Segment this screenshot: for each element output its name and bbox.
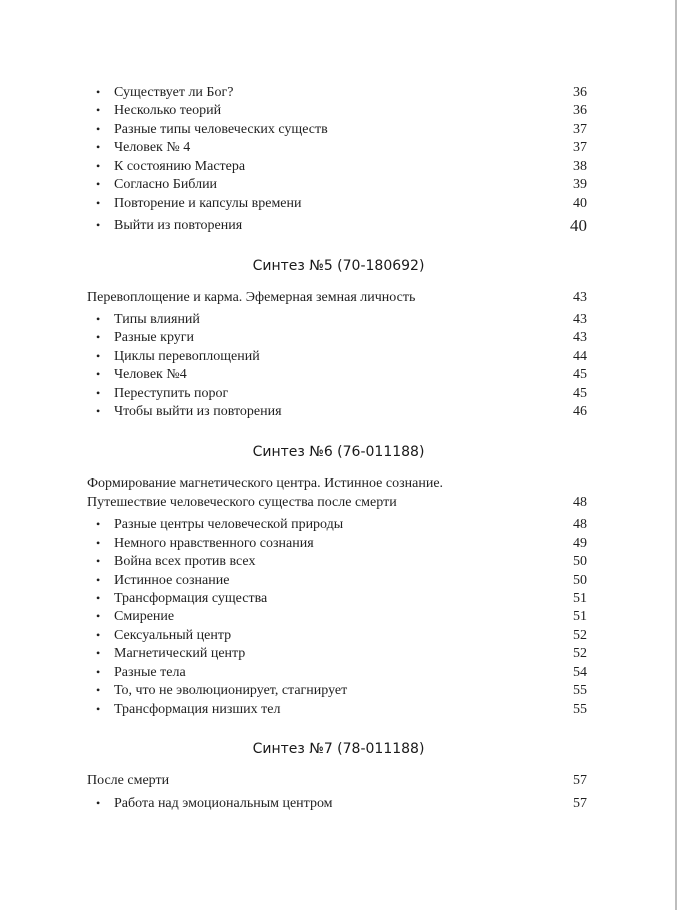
toc-item-page: 37: [573, 140, 587, 155]
toc-item-label: Трансформация существа: [114, 591, 268, 606]
toc-item[interactable]: [0, 589, 677, 608]
toc-item-label: Существует ли Бог?: [114, 85, 234, 100]
toc-item[interactable]: [0, 175, 677, 194]
toc-item[interactable]: [0, 402, 677, 421]
toc-item-label: Немного нравственного сознания: [114, 536, 314, 551]
toc-item-label: Война всех против всех: [114, 554, 256, 569]
toc-item-page: 40: [570, 216, 587, 235]
toc-item[interactable]: [0, 384, 677, 403]
toc-item-page: 43: [573, 330, 587, 345]
toc-item[interactable]: [0, 83, 677, 102]
toc-intro-page: 57: [573, 773, 587, 788]
section-heading: Синтез №7 (78-011188): [252, 741, 425, 757]
toc-item-page: 55: [573, 683, 587, 698]
bullet-icon: •: [96, 177, 101, 191]
toc-item-page: 57: [573, 796, 587, 811]
toc-item[interactable]: [0, 626, 677, 645]
toc-item-page: 36: [573, 85, 587, 100]
toc-item-label: Сексуальный центр: [114, 628, 232, 643]
toc-item-label: Смирение: [114, 609, 175, 624]
toc-item-label: То, что не эволюционирует, стагнирует: [114, 683, 348, 698]
toc-intro[interactable]: [0, 771, 677, 790]
toc-item[interactable]: [0, 157, 677, 176]
bullet-icon: •: [96, 218, 101, 232]
toc-item-label: Согласно Библии: [114, 177, 218, 192]
toc-item-label: Чтобы выйти из повторения: [114, 404, 282, 419]
toc-item[interactable]: [0, 552, 677, 571]
toc-item[interactable]: [0, 216, 677, 235]
toc-item-label: Типы влияний: [114, 312, 200, 327]
toc-item-label: Разные круги: [114, 330, 194, 345]
toc-item-page: 48: [573, 517, 587, 532]
toc-item-page: 45: [573, 367, 587, 382]
bullet-icon: •: [96, 646, 101, 660]
toc-item-label: Трансформация низших тел: [114, 702, 281, 717]
bullet-icon: •: [96, 312, 101, 326]
toc-item-page: 38: [573, 159, 587, 174]
toc-item-label: Циклы перевоплощений: [114, 349, 260, 364]
toc-item[interactable]: [0, 681, 677, 700]
bullet-icon: •: [96, 140, 101, 154]
toc-item-page: 44: [573, 349, 587, 364]
toc-item[interactable]: [0, 607, 677, 626]
toc-item-label: Человек № 4: [114, 140, 191, 155]
bullet-icon: •: [96, 330, 101, 344]
toc-intro-label: После смерти: [87, 773, 170, 788]
bullet-icon: •: [96, 196, 101, 210]
toc-item[interactable]: [0, 534, 677, 553]
toc-item-label: Повторение и капсулы времени: [114, 196, 302, 211]
bullet-icon: •: [96, 536, 101, 550]
toc-item[interactable]: [0, 101, 677, 120]
toc-intro-label: Формирование магнетического центра. Истинное сознание.: [87, 476, 444, 491]
toc-item-label: Разные типы человеческих существ: [114, 122, 328, 137]
toc-item-label: Несколько теорий: [114, 103, 222, 118]
toc-item-label: Переступить порог: [114, 386, 229, 401]
toc-item-label: Истинное сознание: [114, 573, 230, 588]
bullet-icon: •: [96, 554, 101, 568]
toc-item-label: Магнетический центр: [114, 646, 246, 661]
bullet-icon: •: [96, 386, 101, 400]
toc-item-page: 37: [573, 122, 587, 137]
toc-item[interactable]: [0, 328, 677, 347]
toc-intro-label: Перевоплощение и карма. Эфемерная земная личность: [87, 290, 416, 305]
bullet-icon: •: [96, 591, 101, 605]
toc-item[interactable]: [0, 515, 677, 534]
toc-item-page: 49: [573, 536, 587, 551]
toc-item-page: 50: [573, 554, 587, 569]
toc-item-page: 45: [573, 386, 587, 401]
toc-item[interactable]: [0, 310, 677, 329]
toc-item-page: 52: [573, 628, 587, 643]
toc-item[interactable]: [0, 347, 677, 366]
bullet-icon: •: [96, 517, 101, 531]
toc-item[interactable]: [0, 794, 677, 813]
toc-item[interactable]: [0, 571, 677, 590]
toc-item-page: 40: [573, 196, 587, 211]
toc-item-page: 52: [573, 646, 587, 661]
toc-item[interactable]: [0, 138, 677, 157]
bullet-icon: •: [96, 349, 101, 363]
toc-intro[interactable]: [0, 288, 677, 307]
bullet-icon: •: [96, 367, 101, 381]
toc-intro-line: [0, 474, 677, 493]
toc-intro-page: 48: [573, 495, 587, 510]
bullet-icon: •: [96, 122, 101, 136]
toc-item[interactable]: [0, 194, 677, 213]
toc-intro[interactable]: [0, 493, 677, 512]
bullet-icon: •: [96, 683, 101, 697]
toc-item-page: 39: [573, 177, 587, 192]
toc-item[interactable]: [0, 120, 677, 139]
bullet-icon: •: [96, 159, 101, 173]
toc-item-label: Разные тела: [114, 665, 186, 680]
section-heading: Синтез №6 (76-011188): [252, 444, 425, 460]
toc-item-label: Выйти из повторения: [114, 218, 243, 233]
toc-item-label: Разные центры человеческой природы: [114, 517, 344, 532]
toc-item-label: Работа над эмоциональным центром: [114, 796, 333, 811]
toc-item-page: 36: [573, 103, 587, 118]
toc-item[interactable]: [0, 700, 677, 719]
bullet-icon: •: [96, 628, 101, 642]
section-heading: Синтез №5 (70-180692): [252, 258, 425, 274]
toc-item-page: 46: [573, 404, 587, 419]
toc-item[interactable]: [0, 663, 677, 682]
toc-item-label: Человек №4: [114, 367, 187, 382]
bullet-icon: •: [96, 702, 101, 716]
toc-item-page: 50: [573, 573, 587, 588]
bullet-icon: •: [96, 796, 101, 810]
toc-item[interactable]: [0, 365, 677, 384]
bullet-icon: •: [96, 103, 101, 117]
toc-item-page: 43: [573, 312, 587, 327]
toc-item-page: 51: [573, 591, 587, 606]
toc-item-label: К состоянию Мастера: [114, 159, 246, 174]
toc-item-page: 55: [573, 702, 587, 717]
toc-item-page: 51: [573, 609, 587, 624]
toc-item[interactable]: [0, 644, 677, 663]
toc-intro-page: 43: [573, 290, 587, 305]
bullet-icon: •: [96, 609, 101, 623]
bullet-icon: •: [96, 665, 101, 679]
toc-intro-label: Путешествие человеческого существа после смерти: [87, 495, 397, 510]
bullet-icon: •: [96, 404, 101, 418]
bullet-icon: •: [96, 573, 101, 587]
bullet-icon: •: [96, 85, 101, 99]
toc-item-page: 54: [573, 665, 587, 680]
